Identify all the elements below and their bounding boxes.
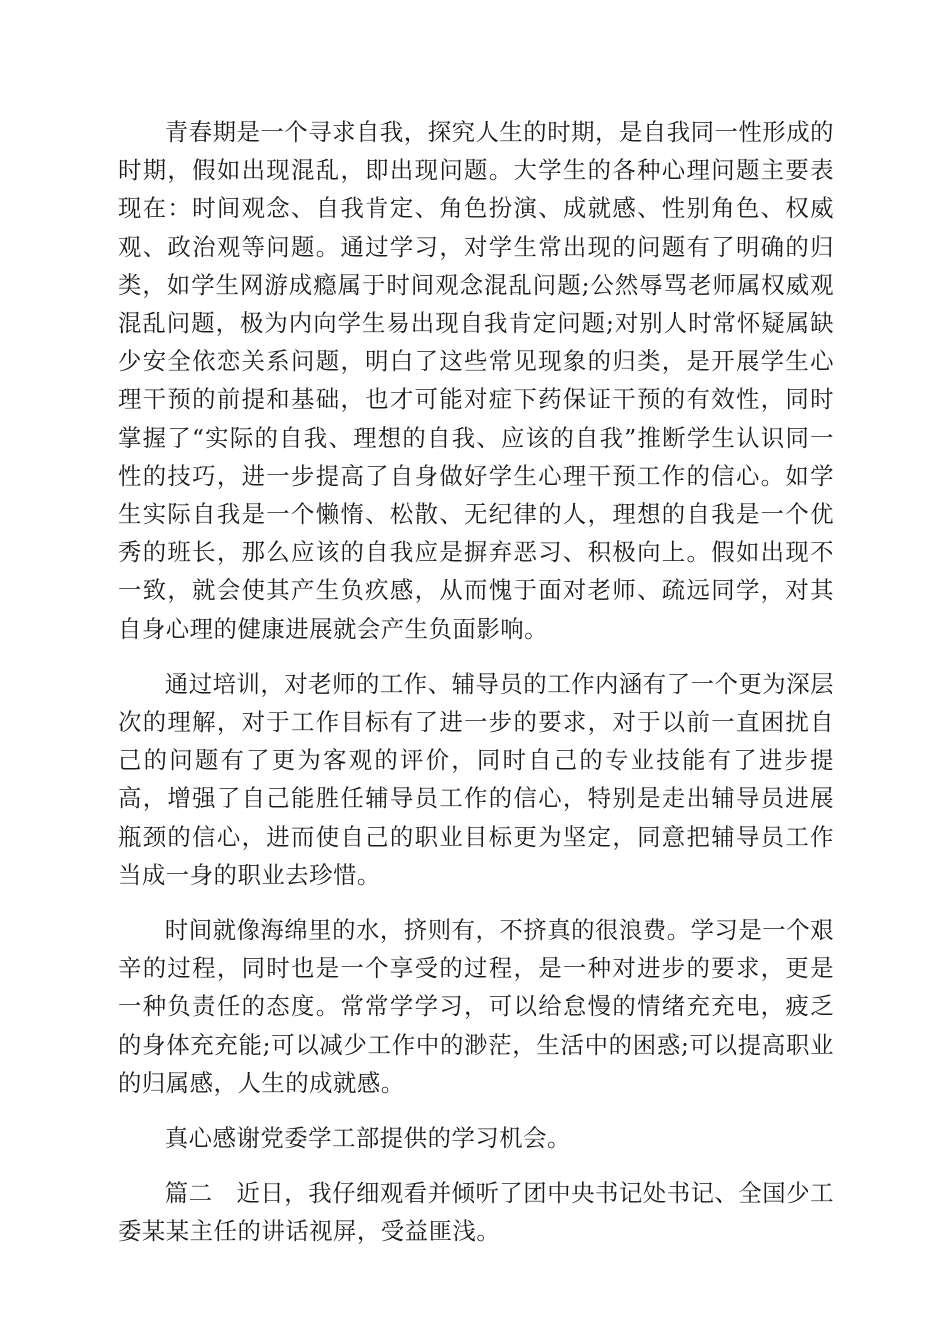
paragraph-time: 时间就像海绵里的水，挤则有，不挤真的很浪费。学习是一个艰辛的过程，同时也是一个享受的过程，是一种对进步的要求，更是一种负责任的态度。常常学学习，可以给怠慢的情绪充充电，疲乏的身体充充能;可以减少工作中的渺茫，生活中的困惑;可以提高职业的归属感，人生的成就感。 bbox=[118, 916, 834, 1097]
paragraph-thanks: 真心感谢党委学工部提供的学习机会。 bbox=[164, 1124, 571, 1153]
paragraph-part-two: 篇二 近日，我仔细观看并倾听了团中央书记处书记、全国少工委某某主任的讲话视屏，受益匪浅。 bbox=[118, 1179, 834, 1246]
document-body bbox=[118, 113, 834, 1268]
paragraph-training: 通过培训，对老师的工作、辅导员的工作内涵有了一个更为深层次的理解，对于工作目标有了进一步的要求，对于以前一直困扰自己的问题有了更为客观的评价，同时自己的专业技能有了进步提高，增强了自己能胜任辅导员工作的信心，特别是走出辅导员进展瓶颈的信心，进而使自己的职业目标更为坚定，同意把辅导员工作当成一身的职业去珍惜。 bbox=[118, 669, 834, 889]
paragraph-adolescence: 青春期是一个寻求自我，探究人生的时期，是自我同一性形成的时期，假如出现混乱，即出现问题。大学生的各种心理问题主要表现在：时间观念、自我肯定、角色扮演、成就感、性别角色、权威观、政治观等问题。通过学习，对学生常出现的问题有了明确的归类，如学生网游成瘾属于时间观念混乱问题;公然辱骂老师属权威观混乱问题，极为内向学生易出现自我肯定问题;对别人时常怀疑属缺少安全依恋关系问题，明白了这些常见现象的归类，是开展学生心理干预的前提和基础，也才可能对症下药保证干预的有效性，同时掌握了“实际的自我、理想的自我、应该的自我”推断学生认识同一性的技巧，进一步提高了自身做好学生心理干预工作的信心。如学生实际自我是一个懒惰、松散、无纪律的人，理想的自我是一个优秀的班长，那么应该的自我应是摒弃恶习、积极向上。假如出现不一致，就会使其产生负疚感，从而愧于面对老师、疏远同学，对其自身心理的健康进展就会产生负面影响。 bbox=[118, 118, 834, 643]
